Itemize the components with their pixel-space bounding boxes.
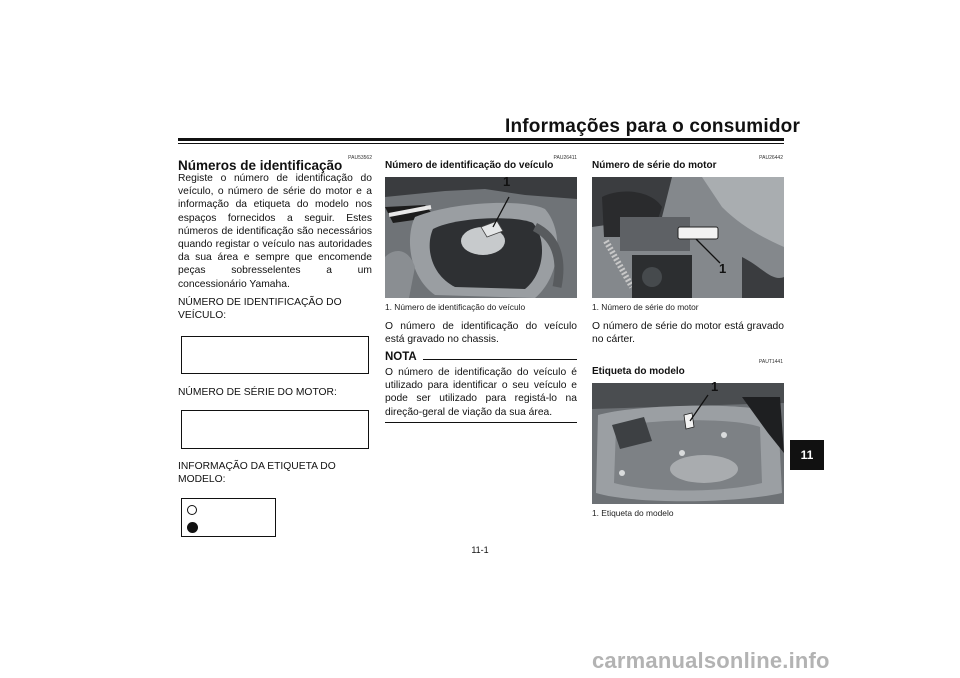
engine-callout-number: 1 — [719, 261, 727, 276]
engine-heading: Número de série do motor — [592, 160, 717, 171]
model-photo-caption: 1. Etiqueta do modelo — [592, 508, 674, 518]
intro-paragraph — [178, 172, 372, 291]
engine-photo-caption: 1. Número de série do motor — [592, 302, 699, 312]
vin-entry-box[interactable] — [181, 336, 369, 374]
note-rule-bottom — [385, 422, 577, 423]
empty-circle-icon — [187, 505, 197, 515]
header-rule — [178, 138, 784, 141]
engine-description — [592, 320, 784, 346]
vin-photo-caption: 1. Número de identificação do veículo — [385, 302, 526, 312]
section-heading: Números de identificação — [178, 158, 343, 173]
intro-text: Registe o número de identificação do veículo, o número de série do motor e a informação da etiqueta do modelo nos espaços fornecidos a seguir. Estes números de identificação são necessários quando registar o veículo nas autoridades da sua área e sempre que encomende peças sobresselentes a um concessionário Yamaha. — [178, 173, 372, 290]
vin-label-line1: NÚMERO DE IDENTIFICAÇÃO DO — [178, 297, 342, 308]
section-code: PAU26442 — [759, 155, 783, 161]
vin-heading: Número de identificação do veículo — [385, 160, 554, 171]
vin-description-text: O número de identificação do veículo está gravado no chassis. — [385, 321, 577, 346]
model-label — [178, 460, 336, 486]
page-title: Informações para o consumidor — [505, 116, 801, 137]
vin-label-line2: VEÍCULO: — [178, 310, 227, 322]
page-number: 11-1 — [471, 545, 489, 555]
vin-callout-number: 1 — [503, 174, 511, 189]
model-label-photo — [592, 383, 784, 504]
filled-circle-icon — [187, 522, 198, 533]
note-rule-top — [423, 359, 577, 360]
section-code: PAUT1441 — [758, 359, 783, 365]
vin-description — [385, 320, 577, 346]
watermark: carmanualsonline.info — [592, 648, 830, 673]
model-label-heading: Etiqueta do modelo — [592, 366, 685, 377]
section-code: PAU26411 — [553, 155, 577, 161]
engine-location-photo — [592, 177, 784, 298]
note-label: NOTA — [385, 351, 417, 363]
model-callout-number: 1 — [711, 379, 719, 394]
engine-entry-box[interactable] — [181, 410, 369, 449]
note-text: O número de identificação do veículo é utilizado para identificar o seu veículo e pode ser utilizado para registá-lo na direção-geral de viação da sua área. — [385, 367, 577, 418]
storage-compartment-illustration — [592, 383, 784, 504]
header-rule-thin — [178, 143, 784, 144]
vin-label — [178, 296, 342, 322]
model-entry-box[interactable] — [181, 498, 276, 537]
engine-description-text: O número de série do motor está gravado no cárter. — [592, 321, 784, 346]
chapter-tab[interactable]: 11 — [790, 440, 824, 470]
section-code: PAU53562 — [348, 155, 372, 161]
model-label-line2: MODELO: — [178, 474, 226, 486]
scooter-frame-illustration — [385, 177, 577, 298]
note-body — [385, 366, 577, 419]
engine-label: NÚMERO DE SÉRIE DO MOTOR: — [178, 387, 337, 398]
vin-location-photo — [385, 177, 577, 298]
engine-illustration — [592, 177, 784, 298]
model-label-line1: INFORMAÇÃO DA ETIQUETA DO — [178, 461, 336, 472]
